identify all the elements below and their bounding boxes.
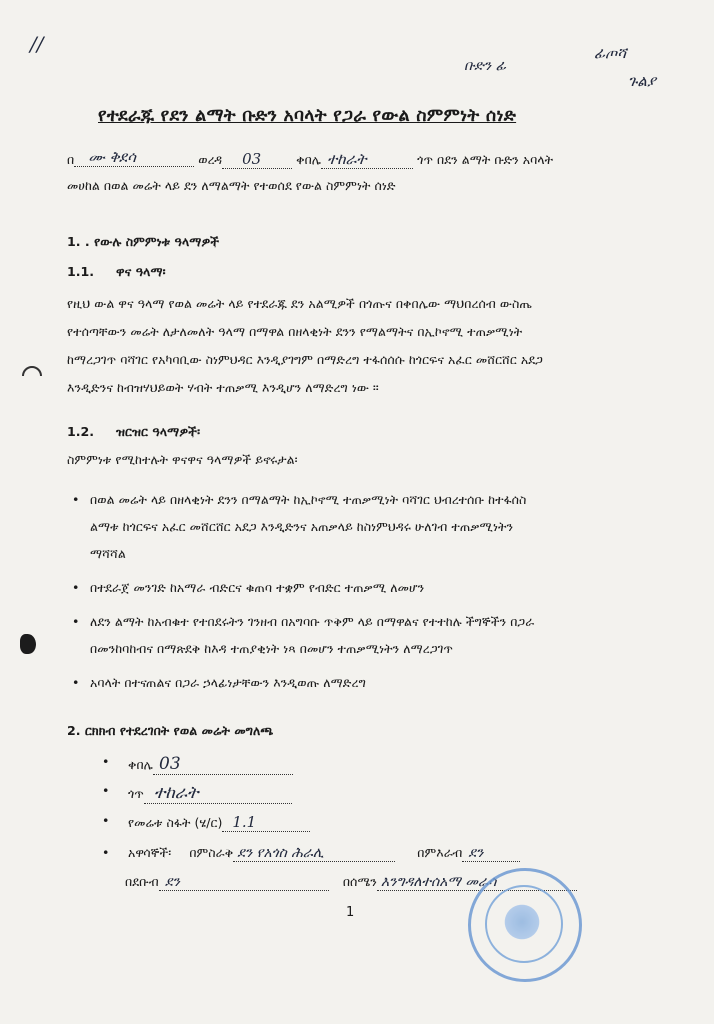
woreda-fill: ሙ ቅደሳ bbox=[74, 148, 194, 167]
area-field-label: የመሬቱ ስፋት (ሄ/ር) bbox=[128, 815, 223, 830]
paragraph-line: የተሰጣቸውን መሬት ለታለመለት ዓላማ በማዋል በዘላቂነት ደንን የማልማትና በኢኮኖሚ ተጠቃሚነት bbox=[67, 324, 523, 339]
kebele-field-value: 03 bbox=[159, 754, 181, 774]
north-value: እንግዳለተሰአማ መራሳ bbox=[380, 874, 497, 890]
subsection-1-1-number: 1.1. bbox=[67, 264, 95, 279]
gott-field-value: ተከራት bbox=[153, 783, 199, 803]
kebele-label: ቀበሌ bbox=[296, 152, 322, 167]
list-item: • አባላት በተናጠልና በጋራ ኃላፊነታቸውን እንዲወጡ ለማድረግ bbox=[72, 669, 662, 696]
document-title: የተደራጁ የደን ልማት ቡድን አባላት የጋራ የውል ስምምነት ሰነድ bbox=[98, 106, 517, 126]
south-value: ደን bbox=[164, 874, 180, 890]
paragraph-line: ከማረጋገጥ ባሻገር የአካባቢው ስነምህዳር እንዲያገግም በማድረግ ተፋሰሰሱ ከጎርፍና አፈር መሸርሸር አደጋ bbox=[67, 352, 543, 367]
boundaries-label: አዋሳኞች፡ bbox=[128, 845, 172, 860]
official-stamp bbox=[468, 868, 582, 982]
kebele-field-label: ቀበሌ bbox=[128, 757, 154, 772]
list-item: • በተደራጀ መንገድ ከአማራ ብድርና ቁጠባ ተቋም የብድር ተጠቃሚ ለመሆን bbox=[72, 574, 662, 601]
subsection-1-2-intro: ስምምነቱ የሚከተሉት ዋናዋና ዓላማዎች ይኖሩታል፡ bbox=[67, 452, 298, 467]
paragraph-line: የዚህ ውል ዋና ዓላማ የወል መሬት ላይ የተደራጁ ደን አልሚዎች በጎጡና በቀበሌው ማህበረሰብ ውስጤ bbox=[67, 296, 532, 311]
gott-field-label: ጎጥ bbox=[128, 786, 144, 801]
punch-hole-mark bbox=[22, 366, 42, 386]
objectives-list bbox=[72, 486, 662, 703]
subsection-1-2-number: 1.2. bbox=[67, 424, 95, 439]
intro-line-1 bbox=[67, 150, 553, 169]
area-field: • የመሬቱ ስፋት (ሄ/ር) 1.1 bbox=[128, 813, 310, 832]
woreda-prefix: በ bbox=[67, 152, 75, 167]
punch-hole-mark bbox=[20, 634, 36, 654]
north-label: በሰሜን bbox=[342, 874, 377, 889]
section-1-heading: 1. . የውሉ ስምምነቱ ዓላማዎች bbox=[67, 234, 220, 249]
woreda-number-fill: 03 bbox=[222, 150, 292, 169]
subsection-1-1-title: ዋና ዓላማ፡ bbox=[116, 264, 166, 279]
section-2-heading: 2. ርክክብ የተደረገበት የወል መሬት መግለጫ bbox=[67, 723, 274, 738]
east-label: በምስራቅ bbox=[189, 845, 234, 860]
handwritten-note-1: ቡድን ፊ bbox=[464, 58, 506, 74]
kebele-field: • ቀበሌ 03 bbox=[128, 754, 293, 775]
handwritten-note-2: ፊጦሻ bbox=[594, 44, 627, 62]
west-label: በምእራብ bbox=[417, 845, 463, 860]
list-item: • ለደን ልማት ከአብቁተ የተበደሩትን ገንዘብ በአግባቡ ጥቅም ላይ በማዋልና የተተከሉ ችግኞችን በጋራ በመንከባከብና በማጽደቅ ከእዳ ተጠያቂነት ነጻ በመሆን ተጠቃሚነትን ለማረጋገጥ bbox=[72, 608, 662, 662]
main-purpose-paragraph bbox=[67, 290, 667, 402]
kebele-fill: ተከራት bbox=[321, 150, 413, 169]
intro-line-2: መሀከል በወል መሬት ላይ ደን ለማልማት የተወሰደ የውል ስምምነት ሰነድ bbox=[67, 178, 396, 193]
subsection-1-2-title: ዝርዝር ዓላማዎች፡ bbox=[116, 424, 201, 439]
list-item: • በወል መሬት ላይ በዘላቂነት ደንን በማልማት ከኢኮኖሚ ተጠቃሚነት ባሻገር ህብረተሰቡ ከተፋሰስ ልማቱ ከጎርፍና አፈር መሸርሸር አደጋ እንዲድንና አጠቃላይ ከስነምህዳሩ ሁለገብ ተጠቃሚነትን ማሻሻል bbox=[72, 486, 662, 567]
south-label: በደቡብ bbox=[125, 874, 159, 889]
page-number: 1 bbox=[346, 905, 355, 920]
top-slash-mark: // bbox=[30, 32, 44, 56]
intro-tail: ጎጥ በደን ልማት ቡድን አባላት bbox=[417, 152, 554, 167]
woreda-label: ወረዳ bbox=[198, 152, 223, 167]
paragraph-line: እንዲድንና ከብዝሃህይወት ሃብት ተጠቃሚ እንዲሆን ለማድረግ ነው ። bbox=[67, 380, 379, 395]
area-field-value: 1.1 bbox=[232, 813, 257, 831]
handwritten-note-3: ጉልያ bbox=[628, 72, 656, 90]
east-value: ደን የአጎስ ሕራሊ bbox=[237, 845, 324, 861]
boundaries-row-1: • አዋሳኞች፡ በምስራቅ ደን የአጎስ ሕራሊ በምእራብ ደን bbox=[128, 845, 520, 862]
west-value: ደን bbox=[468, 845, 484, 861]
gott-field: • ጎጥ ተከራት bbox=[128, 783, 292, 804]
